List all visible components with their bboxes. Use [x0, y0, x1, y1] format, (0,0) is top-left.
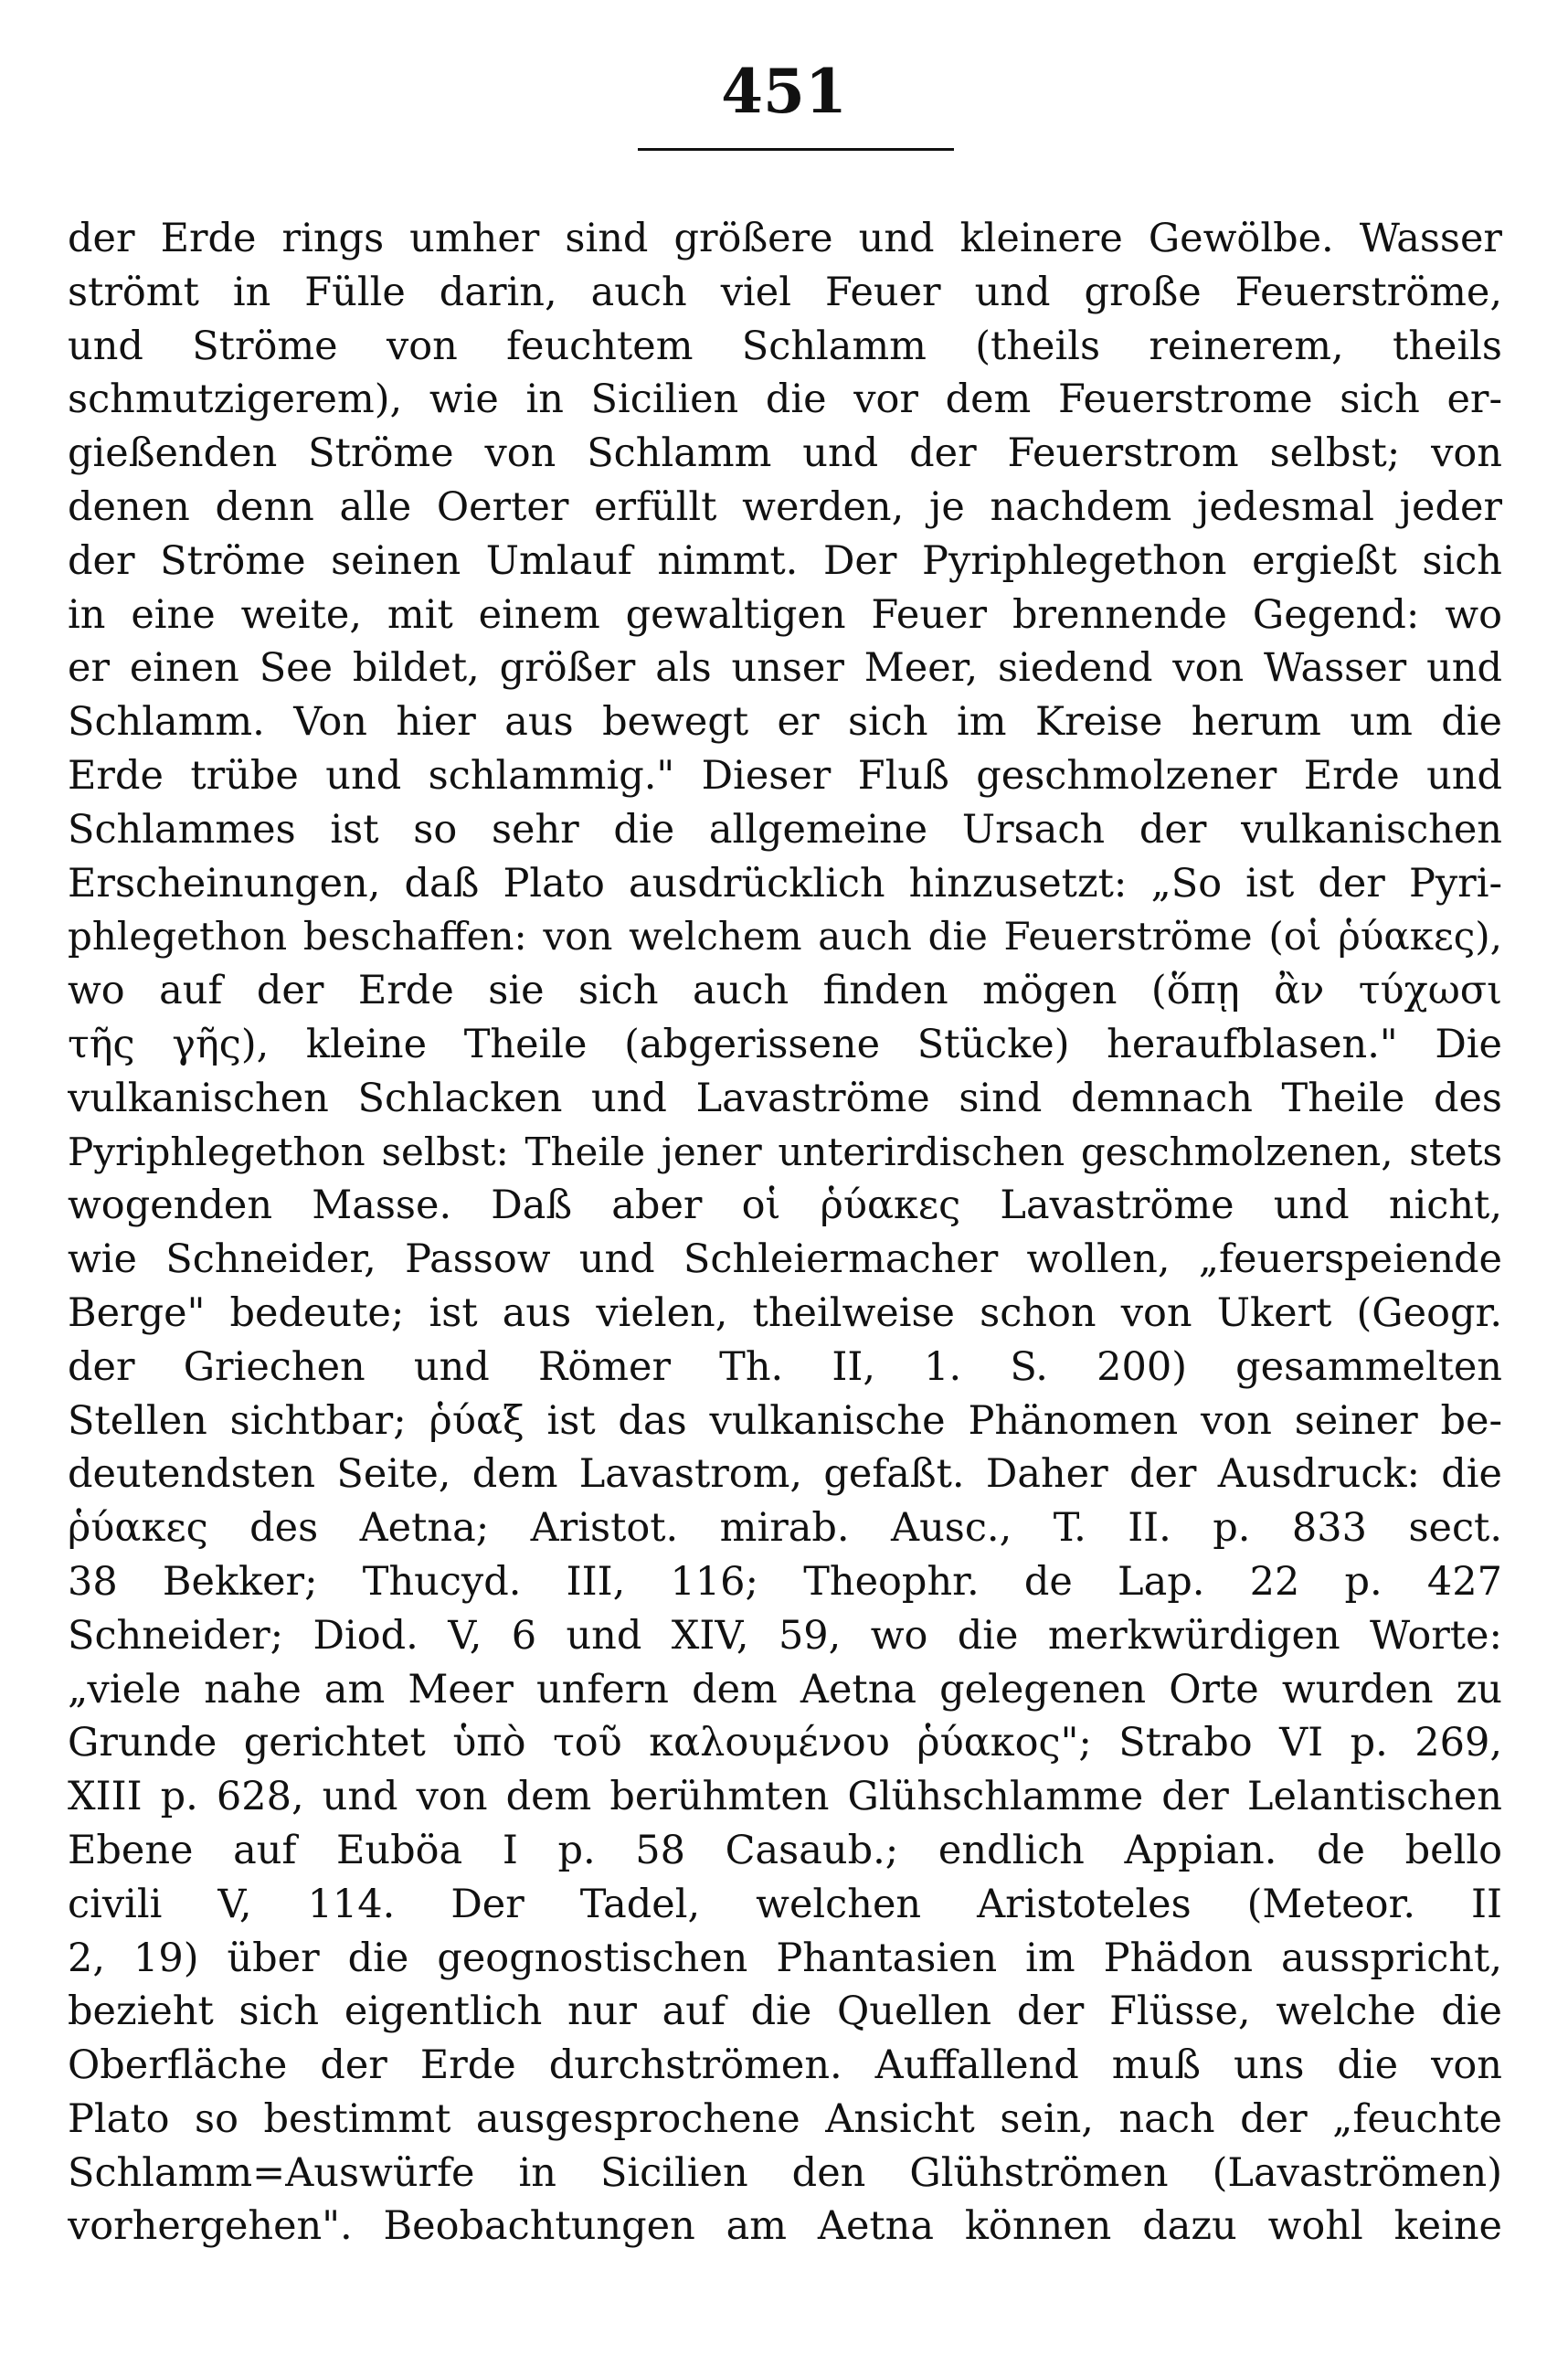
text-line: Oberfläche der Erde durchströmen. Auffallend muß uns die von — [68, 2042, 1502, 2089]
text-line: vorhergehen". Beobachtungen am Aetna können dazu wohl keine — [68, 2203, 1502, 2250]
text-line: τῆς γῆς), kleine Theile (abgerissene Stücke) heraufblasen." Die — [68, 1021, 1502, 1067]
text-line: Schneider; Diod. V, 6 und XIV, 59, wo die merkwürdigen Worte: — [68, 1612, 1502, 1659]
text-line: Ebene auf Euböa I p. 58 Casaub.; endlich Appian. de bello — [68, 1827, 1502, 1873]
text-line: er einen See bildet, größer als unser Meer, siedend von Wasser und — [68, 645, 1502, 692]
text-line: der Ströme seinen Umlauf nimmt. Der Pyriphlegethon ergießt sich — [68, 537, 1502, 584]
text-line: denen denn alle Oerter erfüllt werden, je nachdem jedesmal jeder — [68, 483, 1502, 530]
text-line: Stellen sichtbar; ῥύαξ ist das vulkanische Phänomen von seiner be- — [68, 1397, 1502, 1444]
text-line: deutendsten Seite, dem Lavastrom, gefaßt. Daher der Ausdruck: die — [68, 1451, 1502, 1498]
text-line: Berge" bedeute; ist aus vielen, theilweise schon von Ukert (Geogr. — [68, 1289, 1502, 1336]
text-line: Grunde gerichtet ὑπὸ τοῦ καλουμένου ῥύακος"; Strabo VI p. 269, — [68, 1720, 1502, 1766]
text-line: „viele nahe am Meer unfern dem Aetna gelegenen Orte wurden zu — [68, 1666, 1502, 1713]
text-line: Erde trübe und schlammig." Dieser Fluß geschmolzener Erde und — [68, 752, 1502, 799]
text-line: der Griechen und Römer Th. II, 1. S. 200) gesammelten — [68, 1343, 1502, 1390]
body-text — [68, 212, 1502, 2254]
text-line: vulkanischen Schlacken und Lavaströme sind demnach Theile des — [68, 1075, 1502, 1121]
text-line: Pyriphlegethon selbst: Theile jener unterirdischen geschmolzenen, stets — [68, 1129, 1502, 1174]
text-line: wie Schneider, Passow und Schleiermacher wollen, „feuerspeiende — [68, 1236, 1502, 1283]
text-line: phlegethon beschaffen: von welchem auch die Feuerströme (οἱ ῥύακες), — [68, 914, 1502, 960]
text-line: Plato so bestimmt ausgesprochene Ansicht sein, nach der „feuchte — [68, 2095, 1502, 2142]
text-line: der Erde rings umher sind größere und kleinere Gewölbe. Wasser — [68, 216, 1502, 261]
text-line: Erscheinungen, daß Plato ausdrücklich hinzusetzt: „So ist der Pyri- — [68, 860, 1502, 907]
text-line: gießenden Ströme von Schlamm und der Feuerstrom selbst; von — [68, 430, 1502, 477]
page-number: 451 — [721, 56, 847, 127]
text-line: XIII p. 628, und von dem berühmten Glühschlamme der Lelantischen — [68, 1774, 1502, 1820]
text-line: wogenden Masse. Daß aber οἱ ῥύακες Lavaströme und nicht, — [68, 1182, 1502, 1229]
text-line: civili V, 114. Der Tadel, welchen Aristoteles (Meteor. II — [68, 1881, 1502, 1927]
header-rule — [638, 148, 954, 151]
text-line: strömt in Fülle darin, auch viel Feuer und große Feuerströme, — [68, 269, 1502, 315]
text-line: bezieht sich eigentlich nur auf die Quellen der Flüsse, welche die — [68, 1989, 1502, 2035]
text-line: Schlammes ist so sehr die allgemeine Ursach der vulkanischen — [68, 806, 1502, 853]
text-line: Schlamm=Auswürfe in Sicilien den Glühströmen (Lavaströmen) — [68, 2149, 1502, 2196]
text-line: und Ströme von feuchtem Schlamm (theils reinerem, theils — [68, 323, 1502, 369]
text-line: wo auf der Erde sie sich auch finden mögen (ὅπῃ ἂν τύχωσι — [68, 968, 1502, 1014]
text-line: ῥύακες des Aetna; Aristot. mirab. Ausc., T. II. p. 833 sect. — [68, 1505, 1502, 1552]
text-line: schmutzigerem), wie in Sicilien die vor dem Feuerstrome sich er- — [68, 376, 1502, 423]
text-line: 2, 19) über die geognostischen Phantasien im Phädon ausspricht, — [68, 1935, 1502, 1981]
text-line: in eine weite, mit einem gewaltigen Feuer brennende Gegend: wo — [68, 591, 1502, 638]
text-line: Schlamm. Von hier aus bewegt er sich im Kreise herum um die — [68, 699, 1502, 746]
text-line: 38 Bekker; Thucyd. III, 116; Theophr. de Lap. 22 p. 427 — [68, 1558, 1502, 1605]
